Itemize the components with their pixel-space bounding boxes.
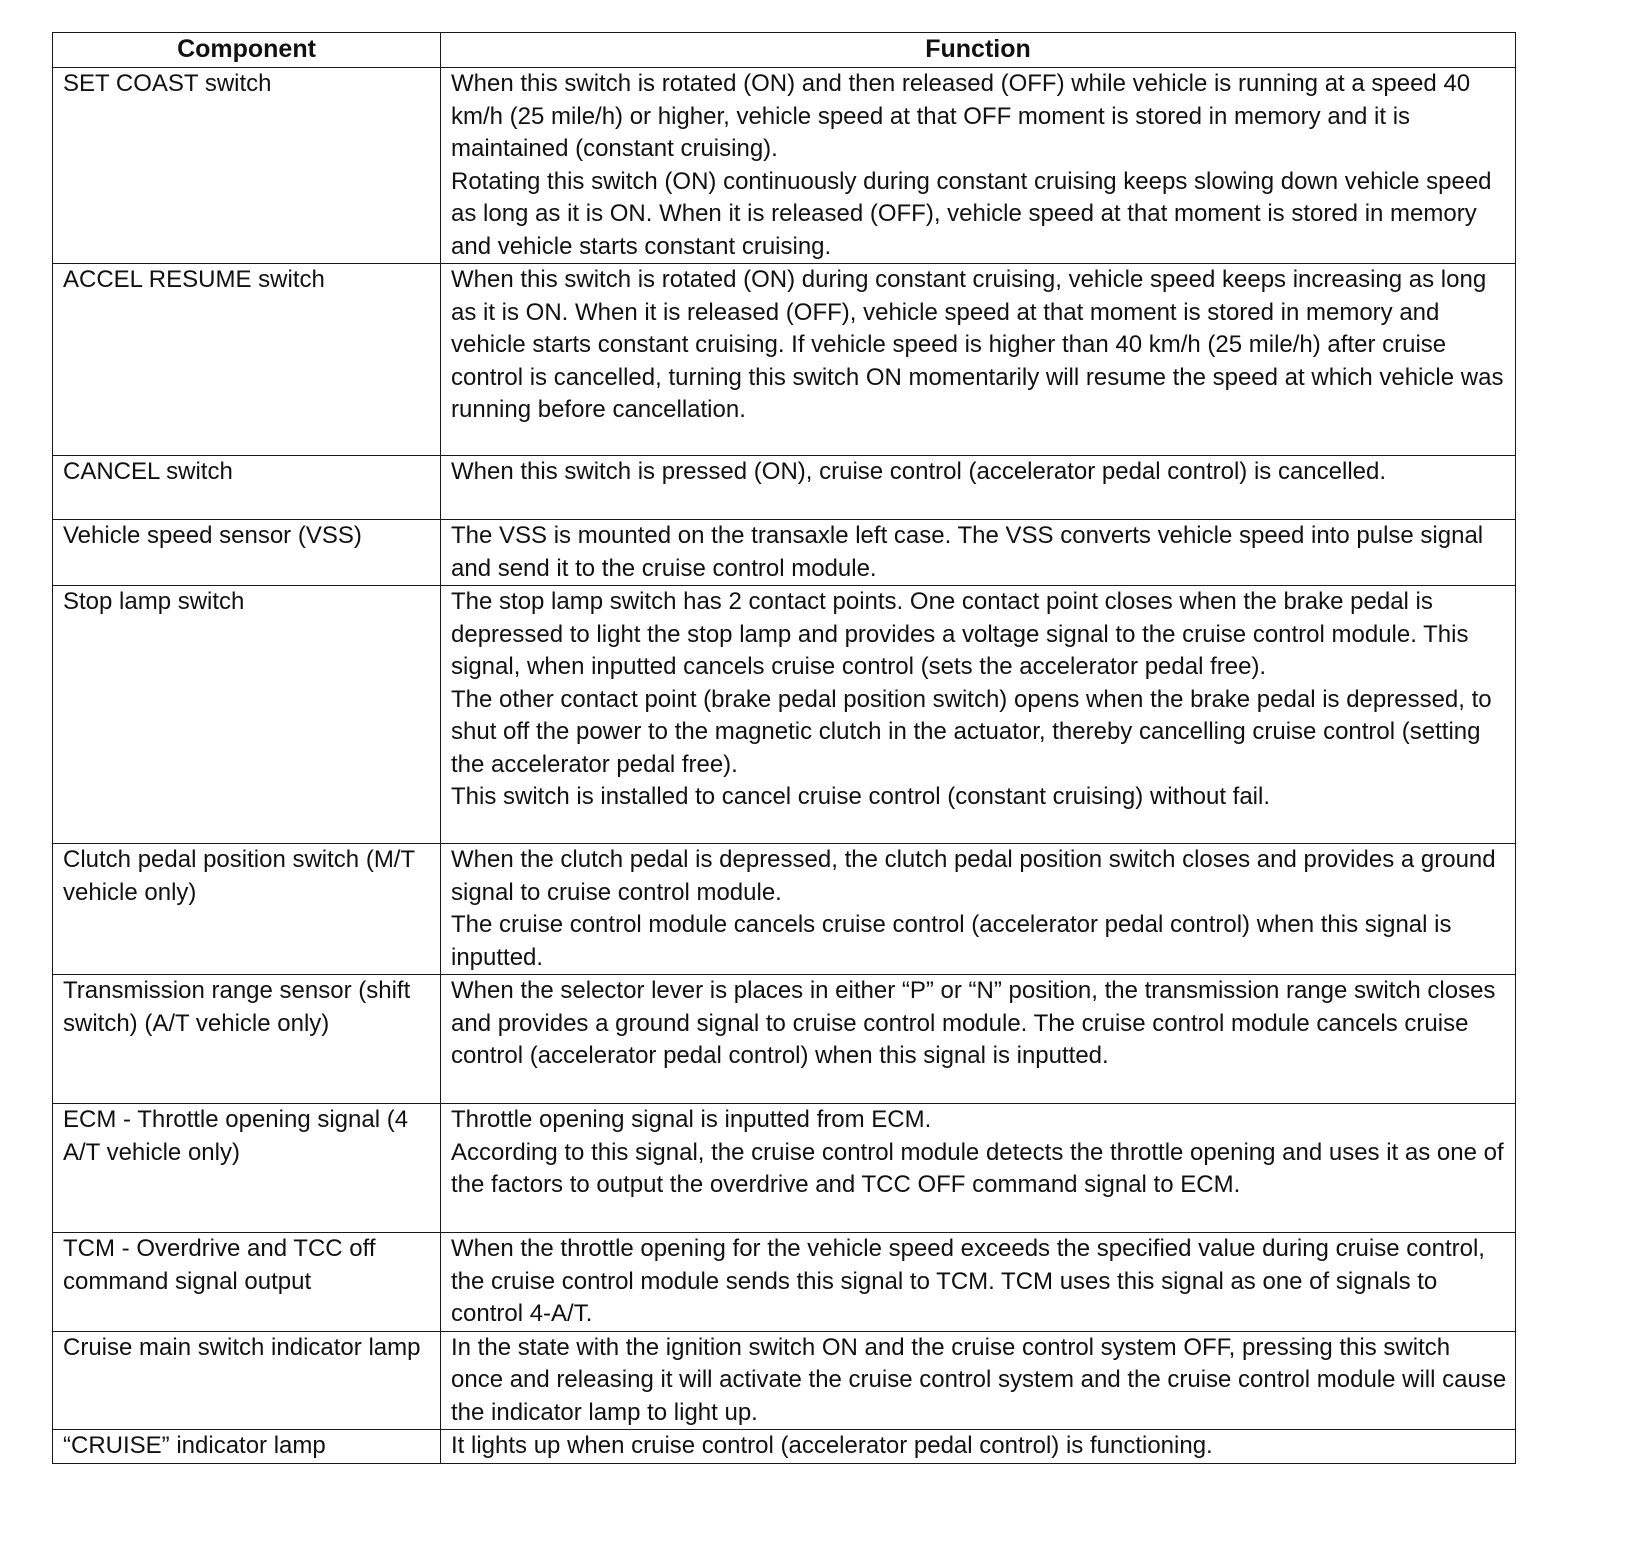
component-cell bbox=[53, 844, 441, 975]
function-paragraph: This switch is installed to cancel cruise control (constant cruising) without fail. bbox=[451, 783, 1270, 810]
component-name: ECM - Throttle opening signal (4 A/T vehicle only) bbox=[63, 1106, 414, 1166]
table-row bbox=[53, 264, 1516, 456]
table-row bbox=[53, 1233, 1516, 1332]
function-paragraph: According to this signal, the cruise control module detects the throttle opening and uses it as one of the factors to output the overdrive and TCC OFF command signal to ECM. bbox=[451, 1138, 1511, 1198]
function-paragraph: The stop lamp switch has 2 contact points. One contact point closes when the brake pedal is depressed to light the stop lamp and provides a voltage signal to the cruise control module. This signal, when inputted cancels cruise control (sets the accelerator pedal free). bbox=[451, 588, 1476, 680]
table-row bbox=[53, 975, 1516, 1104]
table-row bbox=[53, 1104, 1516, 1233]
component-cell bbox=[53, 975, 441, 1104]
component-cell bbox=[53, 586, 441, 844]
table-row bbox=[53, 1430, 1516, 1464]
table-row bbox=[53, 844, 1516, 975]
component-name: CANCEL switch bbox=[63, 458, 233, 485]
component-name: Clutch pedal position switch (M/T vehicle only) bbox=[63, 846, 422, 906]
function-cell bbox=[441, 456, 1516, 520]
function-paragraph: The VSS is mounted on the transaxle left case. The VSS converts vehicle speed into pulse signal and send it to the cruise control module. bbox=[451, 522, 1490, 582]
component-name: Vehicle speed sensor (VSS) bbox=[63, 522, 362, 549]
component-cell bbox=[53, 520, 441, 586]
function-paragraph: When the clutch pedal is depressed, the clutch pedal position switch closes and provides a ground signal to cruise control module. bbox=[451, 846, 1503, 906]
component-cell bbox=[53, 456, 441, 520]
function-paragraph: When the throttle opening for the vehicle speed exceeds the specified value during cruise control, the cruise control module sends this signal to TCM. TCM uses this signal as one of signals to control 4-A/T. bbox=[451, 1235, 1492, 1327]
component-cell bbox=[53, 1430, 441, 1464]
function-paragraph: Rotating this switch (ON) continuously during constant cruising keeps slowing down vehicle speed as long as it is ON. When it is released (OFF), vehicle speed at that moment is stored in memory and vehicle starts constant cruising. bbox=[451, 167, 1499, 260]
component-function-table bbox=[52, 32, 1516, 1464]
table-row bbox=[53, 586, 1516, 844]
header-function: Function bbox=[441, 33, 1516, 68]
function-paragraph: The other contact point (brake pedal position switch) opens when the brake pedal is depressed, to shut off the power to the magnetic clutch in the actuator, thereby cancelling cruise control (setting the accelerator pedal free). bbox=[451, 685, 1499, 778]
table-row bbox=[53, 520, 1516, 586]
function-paragraph: In the state with the ignition switch ON and the cruise control system OFF, pressing this switch once and releasing it will activate the cruise control system and the cruise control module will cause the indicator lamp to light up. bbox=[451, 1333, 1513, 1426]
component-cell bbox=[53, 1331, 441, 1430]
component-name: TCM - Overdrive and TCC off command signal output bbox=[63, 1235, 383, 1295]
header-component: Component bbox=[53, 33, 441, 68]
component-name: ACCEL RESUME switch bbox=[63, 266, 325, 293]
component-name: Cruise main switch indicator lamp bbox=[63, 1333, 421, 1361]
table-header-row bbox=[53, 33, 1516, 68]
function-paragraph: When this switch is pressed (ON), cruise control (accelerator pedal control) is cancelled. bbox=[451, 458, 1387, 485]
table-row bbox=[53, 456, 1516, 520]
function-cell bbox=[441, 68, 1516, 264]
function-cell bbox=[441, 586, 1516, 844]
function-paragraph: The cruise control module cancels cruise control (accelerator pedal control) when this signal is inputted. bbox=[451, 911, 1459, 971]
function-cell bbox=[441, 520, 1516, 586]
component-name: Stop lamp switch bbox=[63, 588, 245, 615]
function-paragraph: When this switch is rotated (ON) and then released (OFF) while vehicle is running at a speed 40 km/h (25 mile/h) or higher, vehicle speed at that OFF moment is stored in memory and it is maintained (constant cruising). bbox=[451, 70, 1477, 162]
function-cell bbox=[441, 975, 1516, 1104]
function-paragraph: It lights up when cruise control (accelerator pedal control) is functioning. bbox=[451, 1432, 1213, 1459]
component-name: SET COAST switch bbox=[63, 70, 272, 97]
function-cell bbox=[441, 264, 1516, 456]
function-cell bbox=[441, 1233, 1516, 1332]
component-name: Transmission range sensor (shift switch) (A/T vehicle only) bbox=[63, 977, 417, 1037]
component-cell bbox=[53, 68, 441, 264]
component-cell bbox=[53, 1104, 441, 1233]
function-paragraph: Throttle opening signal is inputted from ECM. bbox=[451, 1106, 932, 1133]
function-cell bbox=[441, 1104, 1516, 1233]
component-cell bbox=[53, 264, 441, 456]
table-row bbox=[53, 1331, 1516, 1430]
function-cell bbox=[441, 844, 1516, 975]
function-cell bbox=[441, 1430, 1516, 1464]
function-paragraph: When this switch is rotated (ON) during constant cruising, vehicle speed keeps increasing as long as it is ON. When it is released (OFF), vehicle speed at that moment is stored in memory and vehicle starts constant cruising. If vehicle speed is higher than 40 km/h (25 mile/h) after cruise control is cancelled, turning this switch ON momentarily will resume the speed at which vehicle was running before cancellation. bbox=[451, 266, 1511, 423]
function-paragraph: When the selector lever is places in either “P” or “N” position, the transmission range switch closes and provides a ground signal to cruise control module. The cruise control module cancels cruise control (accelerator pedal control) when this signal is inputted. bbox=[451, 977, 1503, 1069]
table-row bbox=[53, 68, 1516, 264]
table-body bbox=[53, 68, 1516, 1464]
function-cell bbox=[441, 1331, 1516, 1430]
component-name: “CRUISE” indicator lamp bbox=[63, 1432, 326, 1459]
component-cell bbox=[53, 1233, 441, 1332]
